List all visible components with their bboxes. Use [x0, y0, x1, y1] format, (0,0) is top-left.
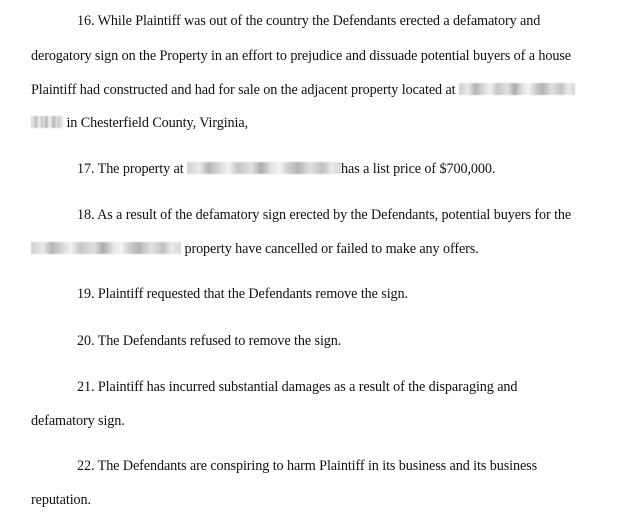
paragraph-21-line-1	[77, 378, 517, 396]
redacted-address-block	[31, 116, 63, 128]
text: defamatory sign.	[31, 413, 125, 429]
paragraph-20	[77, 332, 341, 350]
text: 22. The Defendants are conspiring to harm Plaintiff in its business and its business	[77, 458, 537, 474]
text: 19. Plaintiff requested that the Defendants remove the sign.	[77, 286, 408, 302]
paragraph-18-line-2	[31, 240, 479, 258]
text: 21. Plaintiff has incurred substantial damages as a result of the disparaging and	[77, 379, 518, 395]
redacted-address-block	[187, 162, 341, 174]
text: derogatory sign on the Property in an effort to prejudice and dissuade potential buyers of a house	[31, 48, 571, 64]
text: 16. While Plaintiff was out of the country the Defendants erected a defamatory and	[77, 13, 541, 29]
text: has a list price of $700,000.	[341, 161, 496, 177]
text: in Chesterfield County, Virginia,	[63, 115, 249, 131]
paragraph-16-line-4	[31, 114, 248, 132]
text: property have cancelled or failed to make any offers.	[181, 241, 479, 257]
paragraph-22-line-2	[31, 491, 91, 509]
text: reputation.	[31, 492, 91, 508]
paragraph-16-line-3	[31, 81, 575, 99]
paragraph-22-line-1	[77, 457, 537, 475]
text: Plaintiff had constructed and had for sale on the adjacent property located at	[31, 82, 459, 98]
text: 20. The Defendants refused to remove the sign.	[77, 333, 342, 349]
paragraph-16-line-1	[77, 12, 540, 30]
paragraph-16-line-2	[31, 47, 571, 65]
paragraph-17	[77, 160, 495, 178]
text: 18. As a result of the defamatory sign erected by the Defendants, potential buyers for the	[77, 207, 572, 223]
paragraph-19	[77, 285, 408, 303]
text: 17. The property at	[77, 161, 188, 177]
paragraph-21-line-2	[31, 412, 125, 430]
redacted-address-block	[459, 83, 575, 95]
paragraph-18-line-1	[77, 206, 571, 224]
redacted-address-block	[31, 242, 181, 254]
